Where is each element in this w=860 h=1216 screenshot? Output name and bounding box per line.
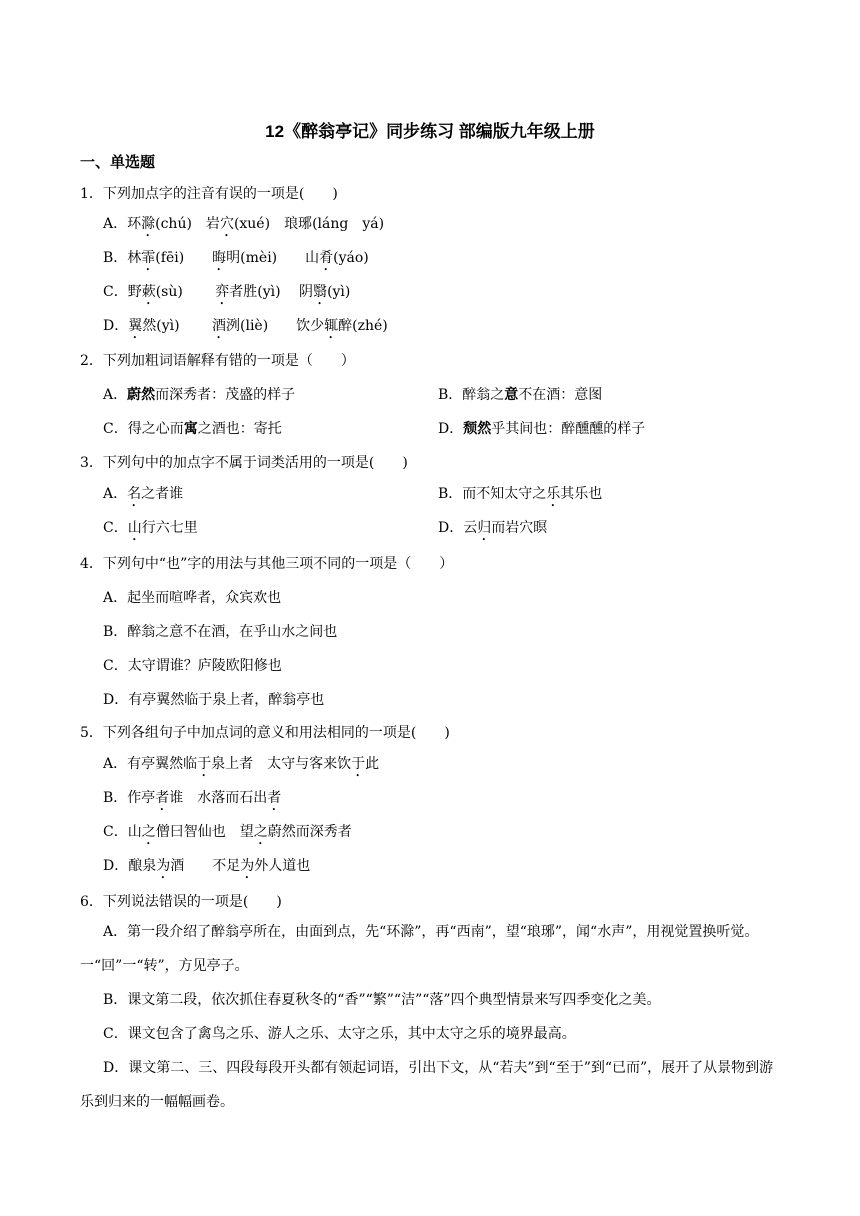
q1-option-c: C．野蔌(sù) 弈者胜(yì) 阴翳(yì)	[103, 284, 351, 300]
question-4-stem: 4．下列句中“也”字的用法与其他三项不同的一项是（ ）	[80, 556, 454, 572]
q4-option-c: C．太守谓谁？庐陵欧阳修也	[103, 658, 282, 674]
q3-option-a: A．名之者谁	[103, 486, 184, 502]
q6-option-d: D．课文第二、三、四段每段开头都有领起词语，引出下文，从“若夫”到“至于”到“已而”，展开了从景物到游乐到归来的一幅幅画卷。	[80, 1060, 774, 1110]
q3-option-c: C．山行六七里	[103, 520, 198, 536]
q5-option-d: D．酿泉为酒 不足为外人道也	[103, 858, 311, 874]
q5-option-b: B．作亭者谁 水落而石出者	[103, 790, 282, 806]
q4-option-a: A．起坐而喧哗者，众宾欢也	[103, 590, 282, 606]
q2-option-a: A．蔚然而深秀者：茂盛的样子	[103, 387, 296, 403]
q3-option-b: B．而不知太守之乐其乐也	[438, 486, 603, 502]
q2-option-d: D．颓然乎其间也：醉醺醺的样子	[438, 421, 646, 437]
q2-option-c: C．得之心而寓之酒也：寄托	[103, 421, 282, 437]
q5-option-a: A．有亭翼然临于泉上者 太守与客来饮于此	[103, 756, 380, 772]
q1-option-b: B．林霏(fēi) 晦明(mèi) 山肴(yáo)	[103, 250, 369, 266]
question-3-stem: 3．下列句中的加点字不属于词类活用的一项是( )	[80, 455, 408, 471]
q5-option-c: C．山之僧曰智仙也 望之蔚然而深秀者	[103, 824, 352, 840]
question-2-stem: 2．下列加粗词语解释有错的一项是（ ）	[80, 353, 355, 369]
page-title: 12《醉翁亭记》同步练习 部编版九年级上册	[265, 122, 595, 141]
q4-option-d: D．有亭翼然临于泉上者，醉翁亭也	[103, 692, 325, 708]
q6-option-b: B．课文第二段，依次抓住春夏秋冬的“香”“繁”“洁”“落”四个典型情景来写四季变化之美。	[103, 992, 661, 1008]
q4-option-b: B．醉翁之意不在酒，在乎山水之间也	[103, 624, 338, 640]
q1-option-d: D．翼然(yì) 酒洌(liè) 饮少辄醉(zhé)	[103, 318, 388, 334]
q6-option-a: A．第一段介绍了醉翁亭所在，由面到点，先“环滁”，再“西南”，望“琅琊”，闻“水声”，用视觉置换听觉。一“回”一“转”，方见亭子。	[80, 924, 759, 974]
q2-option-b: B．醉翁之意不在酒：意图	[438, 387, 603, 403]
q3-option-d: D．云归而岩穴暝	[438, 520, 548, 536]
section-heading: 一、单选题	[80, 154, 156, 171]
q1-option-a: A．环滁(chú) 岩穴(xué) 琅琊(láng yá)	[103, 216, 385, 232]
question-5-stem: 5．下列各组句子中加点词的意义和用法相同的一项是( )	[80, 725, 450, 741]
question-1-stem: 1．下列加点字的注音有误的一项是( )	[80, 186, 338, 202]
question-6-stem: 6．下列说法错误的一项是( )	[80, 894, 282, 910]
q6-option-c: C．课文包含了禽鸟之乐、游人之乐、太守之乐，其中太守之乐的境界最高。	[103, 1026, 576, 1042]
